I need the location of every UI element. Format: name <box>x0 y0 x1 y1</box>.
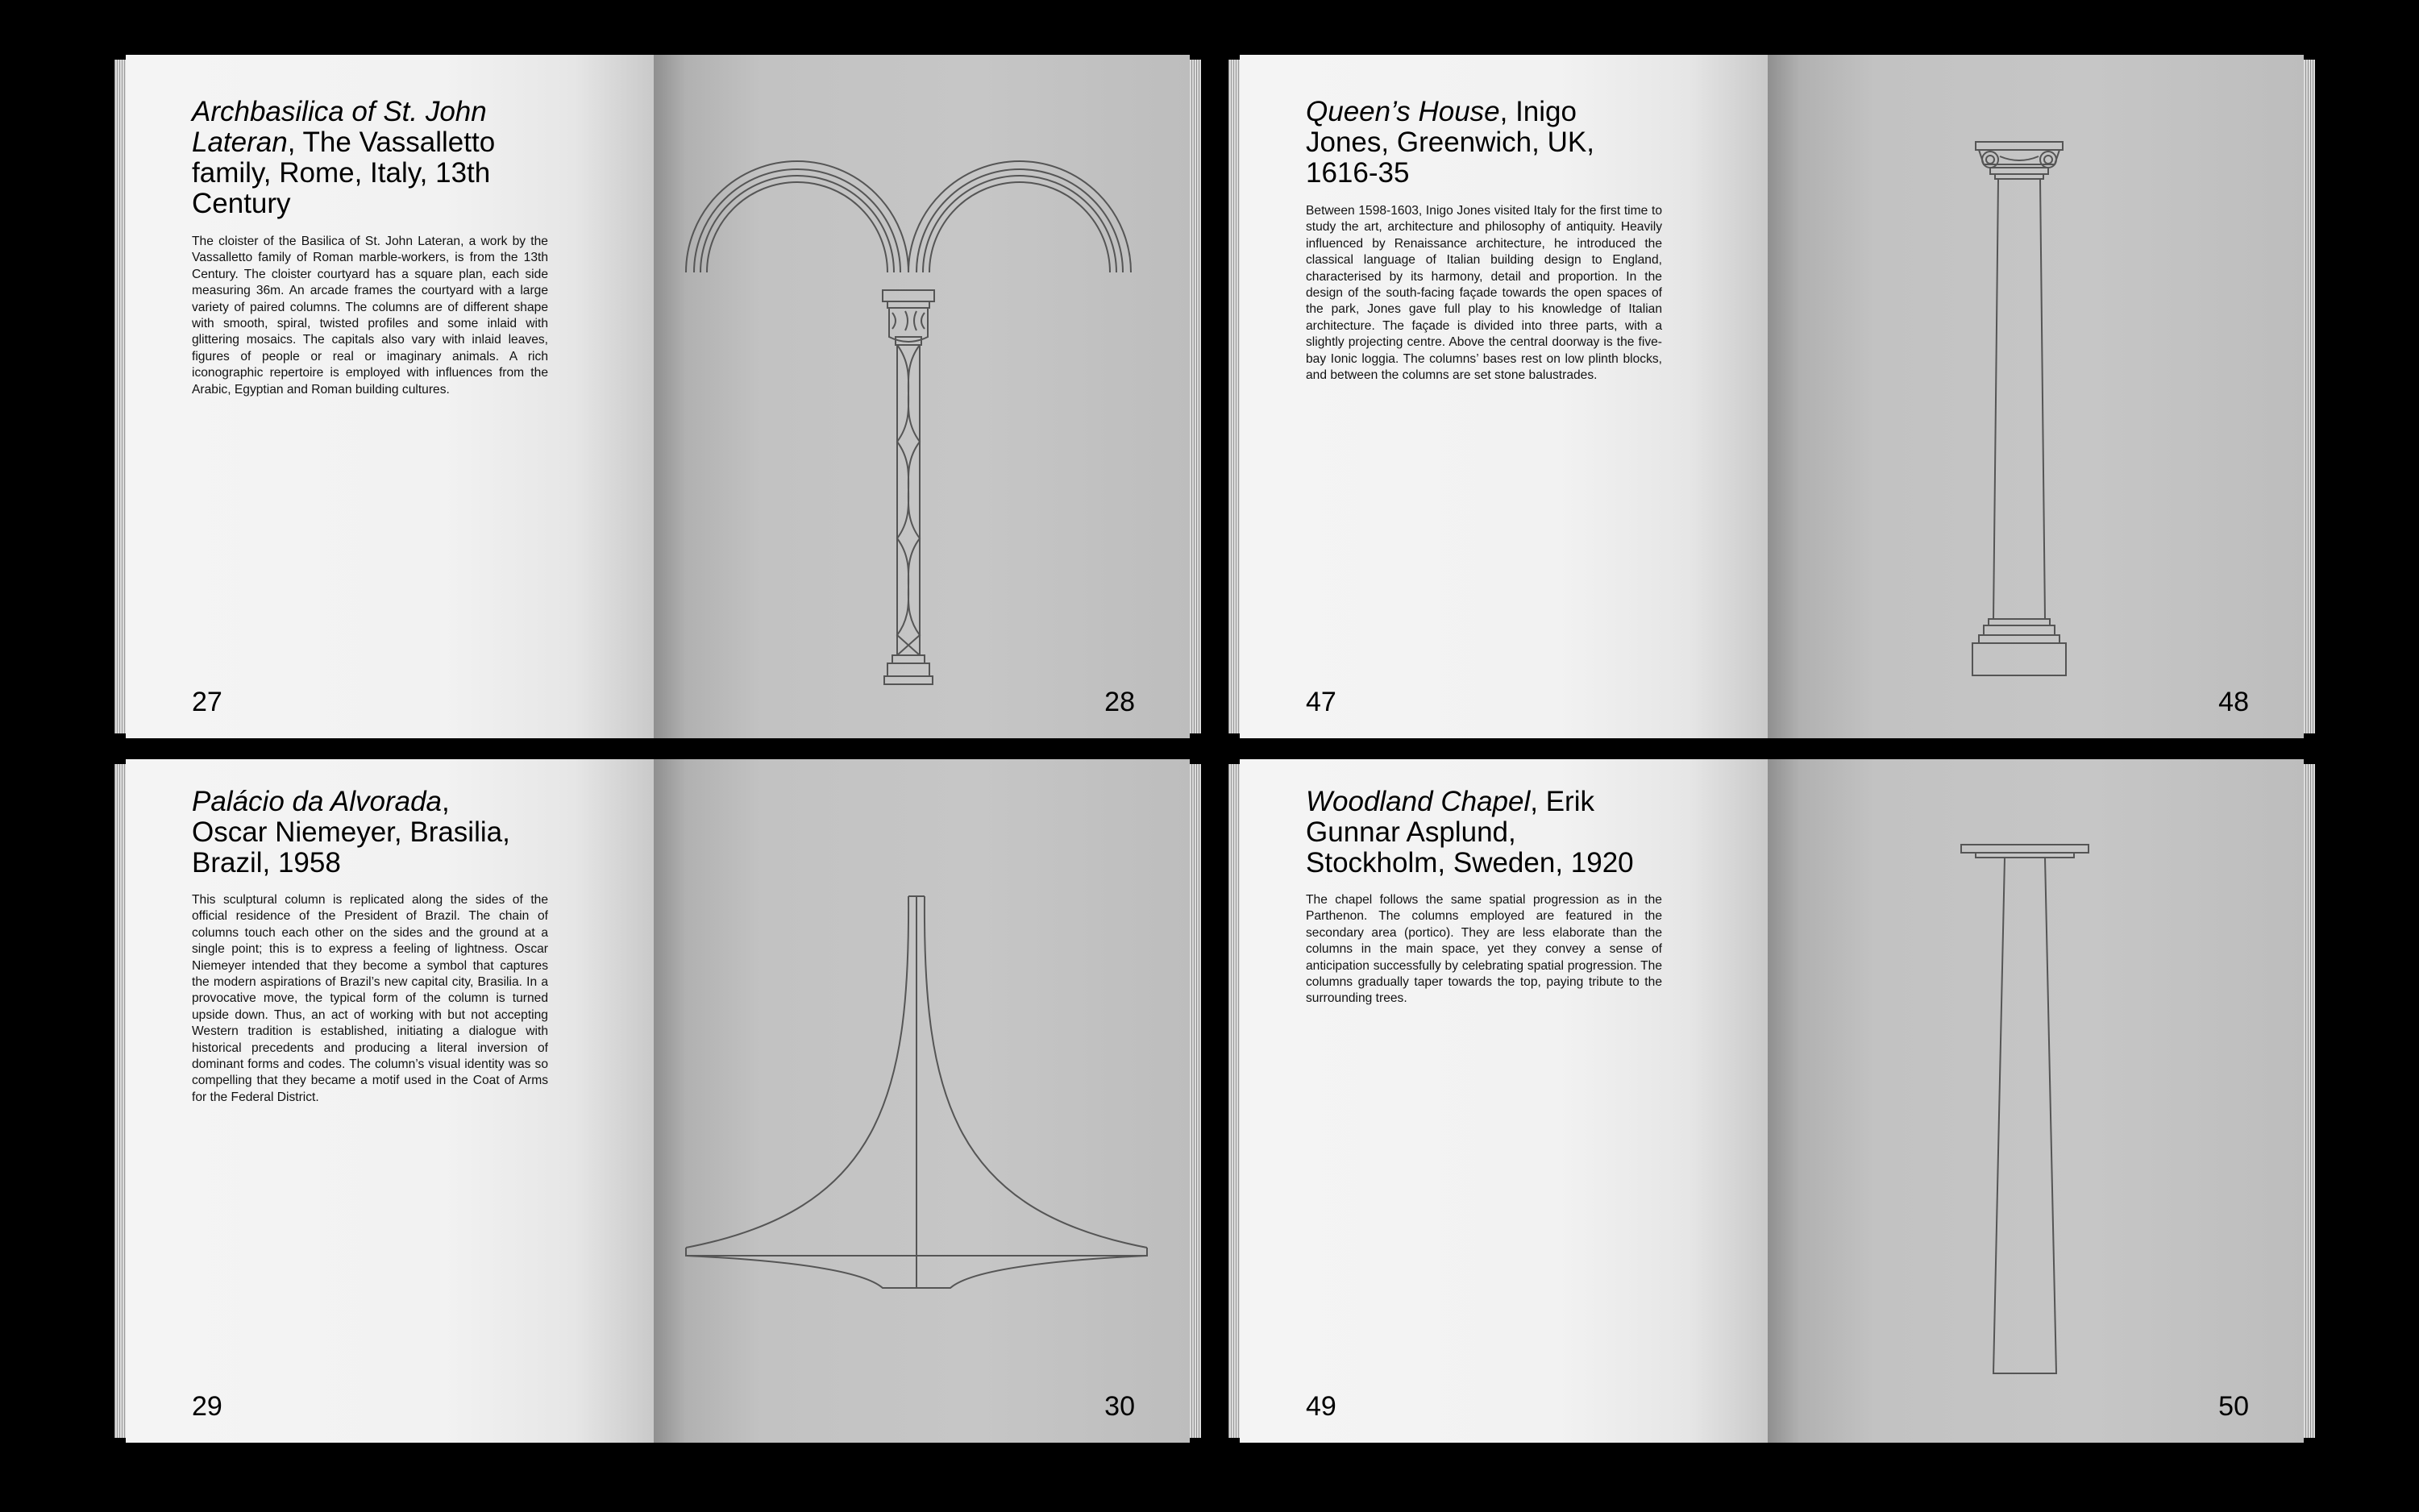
inverted-column-drawing <box>654 759 1190 1443</box>
page-edges-left <box>114 60 126 733</box>
entry-title <box>192 787 530 879</box>
tapered-column-drawing <box>1768 759 2304 1443</box>
entry-body: The cloister of the Basilica of St. John Lateran, a work by the Vassalletto family of Roman marble-workers, is from the 13th Century. The cloister courtyard has a square plan, each side measuring 36m. An arcade frames the courtyard with a large variety of paired columns. The columns are of different shape with smooth, spiral, twisted profiles and some inlaid with glittering mosaics. The capitals also vary with inlaid leaves, figures of people or real or imaginary animals. A rich iconographic repertoire is employed with influences from the Arabic, Egyptian and Roman building cultures. <box>192 235 548 397</box>
right-page <box>654 759 1190 1443</box>
left-page <box>126 55 654 738</box>
book-spread-4 <box>1240 759 2304 1443</box>
right-page <box>1768 55 2304 738</box>
left-page <box>126 759 654 1443</box>
page-edges-left <box>1228 764 1240 1438</box>
book-spread-3 <box>126 759 1190 1443</box>
entry-body: This sculptural column is replicated along the sides of the official residence of the President of Brazil. The chain of columns touch each other on the sides and the ground at a single point; this is to express a feeling of lightness. Oscar Niemeyer intended that they become a symbol that captures the modern aspirations of Brazil’s new capital city, Brasilia. In a provocative move, the typical form of the column is turned upside down. Thus, an act of working with but not accepting Western tradition is established, initiating a dialogue with historical precedents and producing a literal inversion of dominant forms and codes. The column’s visual identity was so compelling that they became a motif used in the Coat of Arms for the Federal District. <box>192 893 548 1104</box>
entry-title <box>1306 97 1644 189</box>
page-number-right: 50 <box>2218 1391 2249 1422</box>
page-edges-left <box>114 764 126 1438</box>
page-number-left: 27 <box>192 687 222 717</box>
entry-title <box>1306 787 1644 879</box>
left-page <box>1240 759 1768 1443</box>
page-edges-left <box>1228 60 1240 733</box>
page-number-left: 29 <box>192 1391 222 1422</box>
ionic-column-drawing <box>1768 55 2304 738</box>
title-italic: Palácio da Alvorada <box>192 786 443 817</box>
entry-body: Between 1598-1603, Inigo Jones visited Italy for the first time to study the art, architecture and philosophy of antiquity. Heavily influenced by Renaissance architecture, he introduced the classical language of Italian building design to England, characterised by its harmony, detail and proportion. In the design of the south-facing façade towards the open spaces of the park, Jones gave full play to his knowledge of Italian architecture. The façade is divided into three parts, with a slightly projecting centre. Above the central doorway is the five-bay Ionic loggia. The columns’ bases rest on low plinth blocks, and between the columns are set stone balustrades. <box>1306 204 1662 383</box>
page-number-right: 48 <box>2218 687 2249 717</box>
title-rest: , The Vassalletto family, Rome, Italy, 13th Century <box>192 127 496 219</box>
page-number-left: 47 <box>1306 687 1336 717</box>
right-page <box>1768 759 2304 1443</box>
title-rest: , Inigo Jones, Greenwich, UK, 1616-35 <box>1306 96 1594 189</box>
page-number-right: 28 <box>1104 687 1135 717</box>
page-edges-right <box>1190 60 1201 733</box>
twisted-column-arcade-drawing <box>654 55 1190 738</box>
title-italic: Queen’s House <box>1306 96 1500 127</box>
right-page <box>654 55 1190 738</box>
left-page <box>1240 55 1768 738</box>
title-rest: , Erik Gunnar Asplund, Stockholm, Sweden, 1920 <box>1306 786 1634 879</box>
entry-title <box>192 97 530 219</box>
title-rest: , Oscar Niemeyer, Brasilia, Brazil, 1958 <box>192 786 510 879</box>
page-edges-right <box>2304 60 2315 733</box>
title-italic: Archbasilica of St. John Lateran <box>192 96 487 158</box>
horizontal-divider <box>0 753 2419 756</box>
page-number-right: 30 <box>1104 1391 1135 1422</box>
entry-body: The chapel follows the same spatial progression as in the Parthenon. The columns employed are featured in the secondary area (portico). They are less elaborate than the columns in the main space, yet they convey a sense of anticipation successfully by celebrating spatial progression. The columns gradually taper towards the top, paying tribute to the surrounding trees. <box>1306 893 1662 1006</box>
book-spread-1 <box>126 55 1190 738</box>
page-edges-right <box>2304 764 2315 1438</box>
page-edges-right <box>1190 764 1201 1438</box>
book-spread-2 <box>1240 55 2304 738</box>
page-number-left: 49 <box>1306 1391 1336 1422</box>
title-italic: Woodland Chapel <box>1306 786 1531 817</box>
